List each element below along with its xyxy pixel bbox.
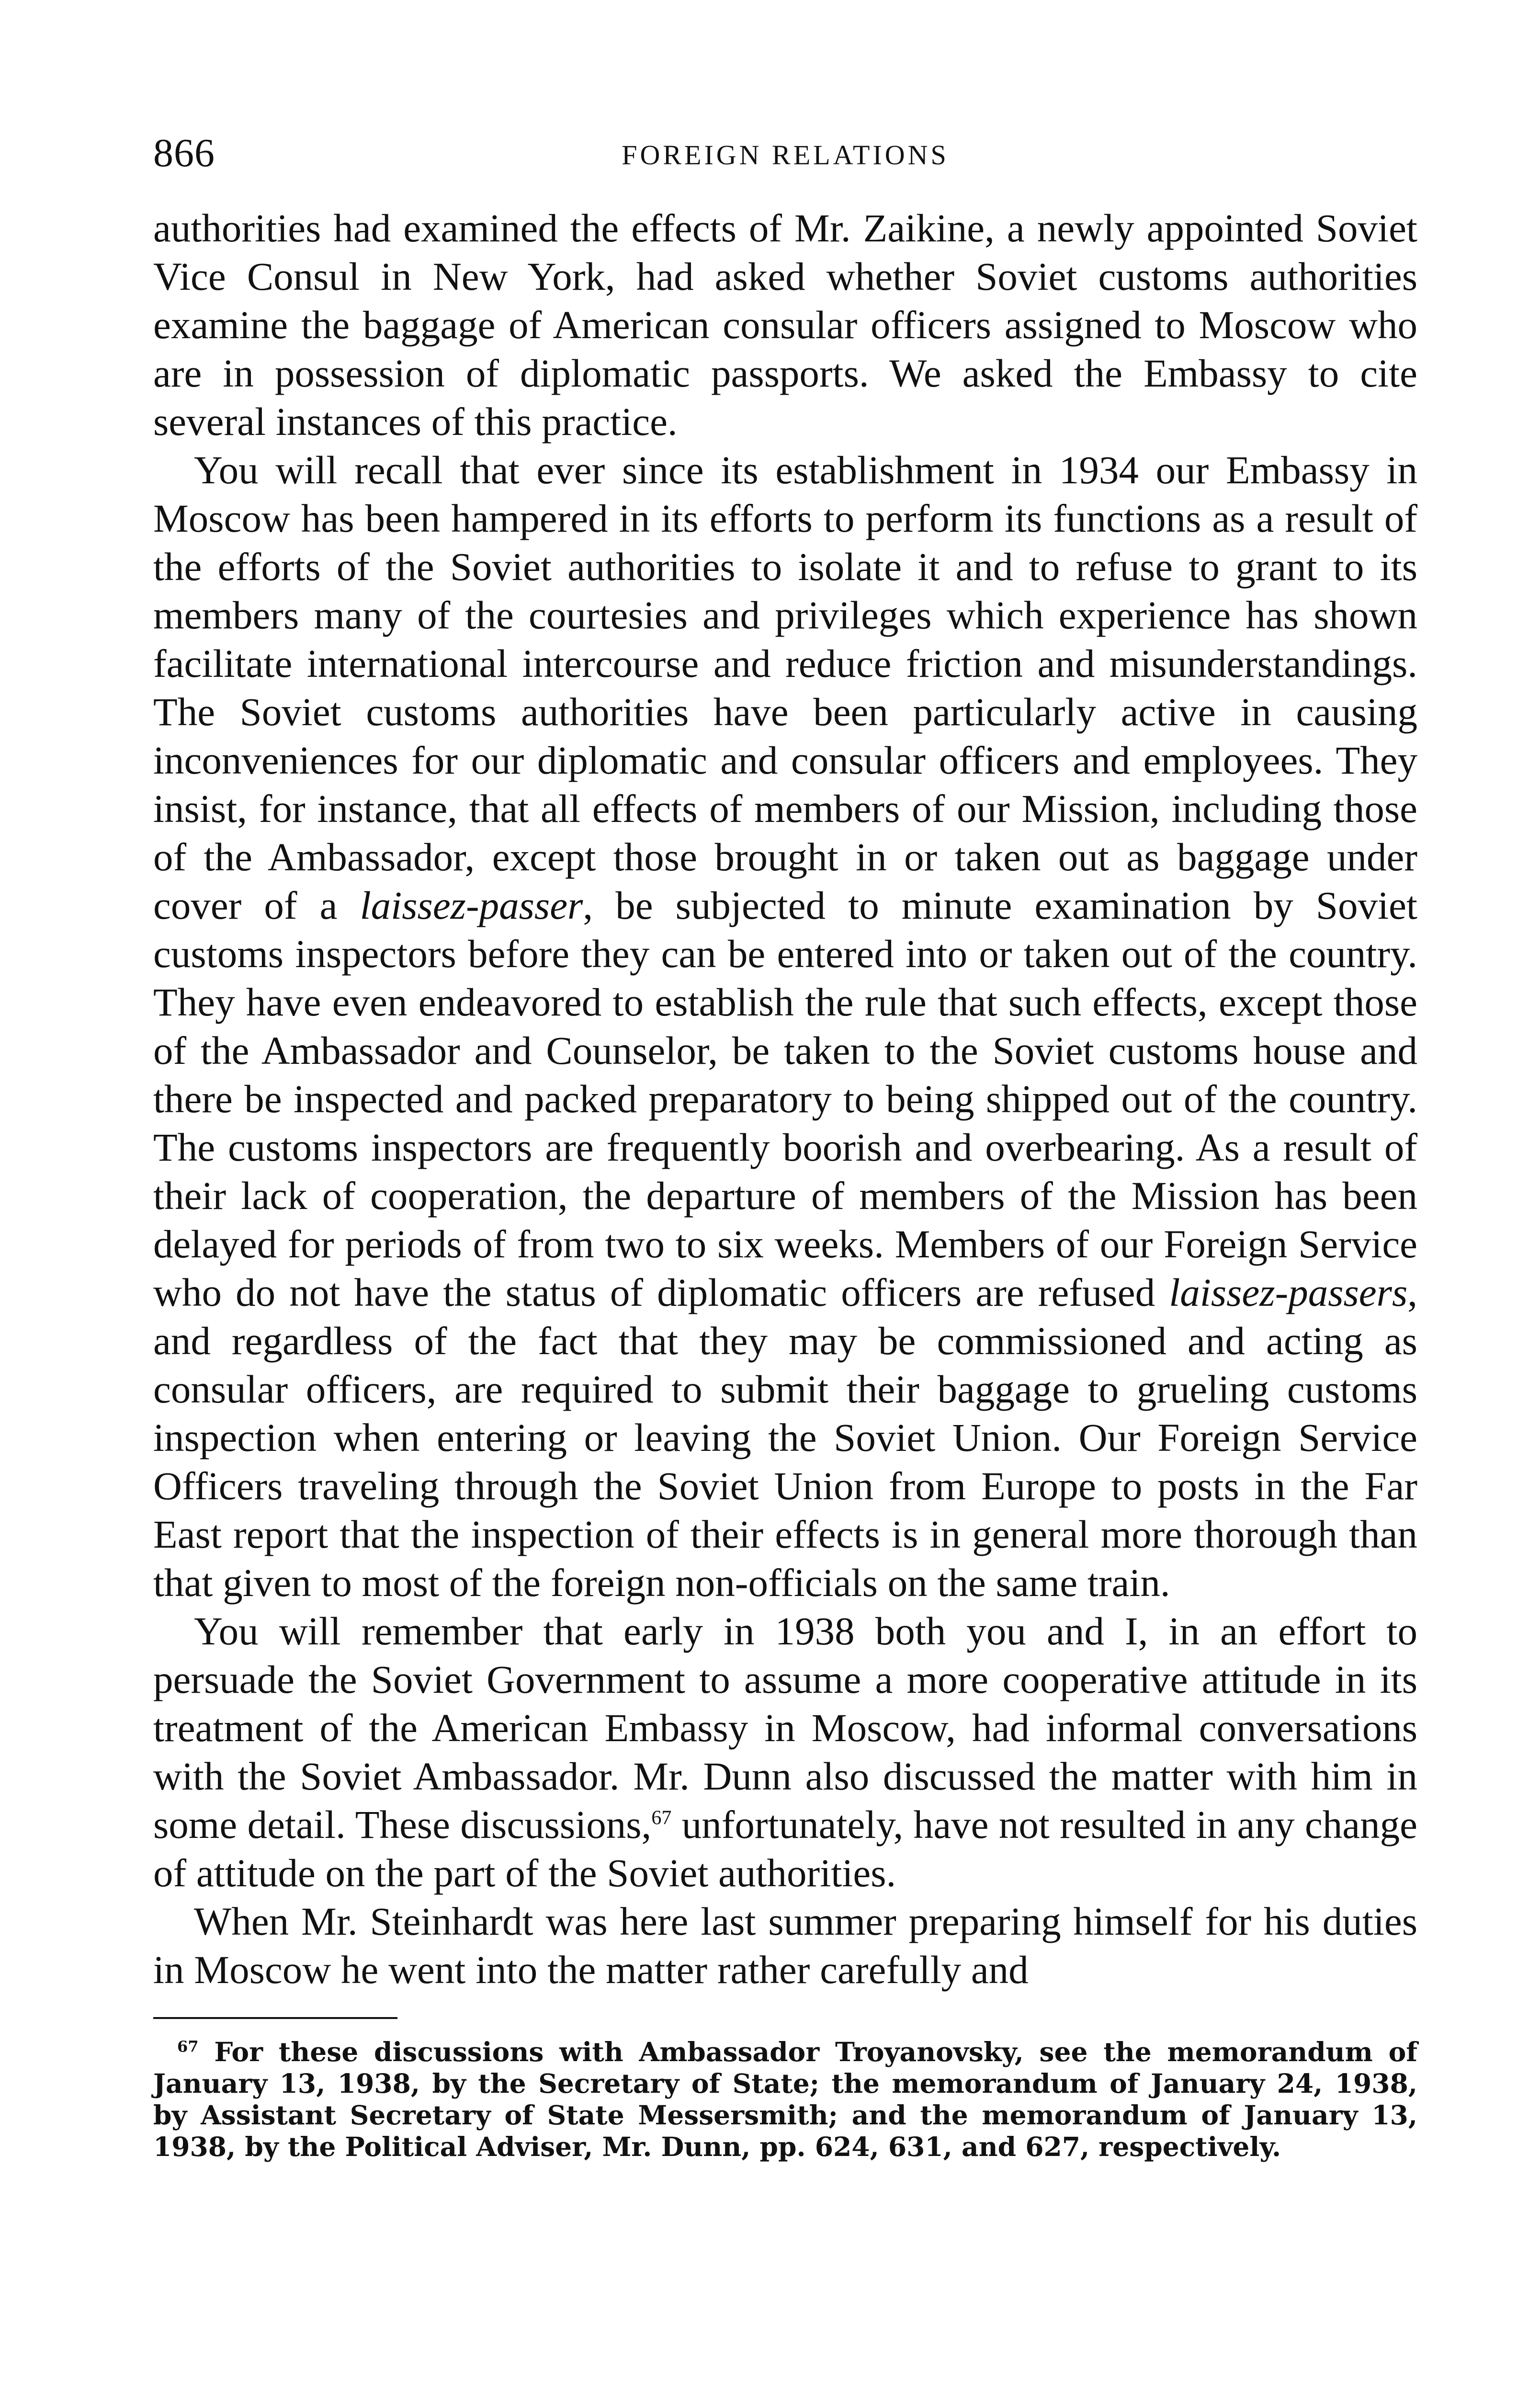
page-number: 866 <box>153 131 215 175</box>
paragraph-text: When Mr. Steinhardt was here last summer preparing himself for his duties in Moscow he went into the matter rather carefully and <box>153 1899 1417 1992</box>
paragraph-text: You will remember that early in 1938 both you and I, in an effort to persuade the Soviet Government to assume a more cooperative attitude in its treatment of the American Embassy in Moscow, had informal conversations with the Soviet Ambassador. Mr. Dunn also discussed the matter with him in some detail. These discussions, <box>153 1609 1417 1847</box>
footnote-divider <box>153 2017 397 2019</box>
paragraph-text: authorities had examined the effects of Mr. Zaikine, a newly appointed Soviet Vice Consul in New York, had asked whether Soviet customs authorities examine the baggage of American consular officers assigned to Moscow who are in possession of diplomatic passports. We asked the Embassy to cite several instances of this practice. <box>153 206 1417 444</box>
running-title: FOREIGN RELATIONS <box>622 139 949 171</box>
paragraph-customs <box>153 446 1417 1607</box>
paragraph-text: You will recall that ever since its establishment in 1934 our Embassy in Moscow has been hampered in its efforts to perform its functions as a result of the efforts of the Soviet authorities to isolate it and to refuse to grant to its members many of the courtesies and privileges which experience has shown facilitate international intercourse and reduce friction and misunderstandings. The Soviet customs authorities have been particularly active in causing inconveniences for our diplomatic and consular officers and employees. They insist, for instance, that all effects of members of our Mission, including those of the Ambassador, except those brought in or taken out as baggage under cover of a <box>153 448 1417 927</box>
running-header <box>153 129 1417 187</box>
paragraph-text: , and regardless of the fact that they may be commissioned and acting as consular officers, are required to submit their baggage to grueling customs inspection when entering or leaving the Soviet Union. Our Foreign Service Officers traveling through the Soviet Union from Europe to posts in the Far East report that the inspection of their effects is in general more thorough than that given to most of the foreign non-officials on the same train. <box>153 1270 1417 1605</box>
footnote <box>153 2036 1417 2163</box>
document-page <box>153 129 1417 2163</box>
body-text <box>153 204 1417 1994</box>
italic-term: laissez-passers <box>1169 1270 1408 1314</box>
paragraph-text: , be subjected to minute examination by Soviet customs inspectors before they can be entered into or taken out of the country. They have even endeavored to establish the rule that such effects, except those of the Ambassador and Counselor, be taken to the Soviet customs house and there be inspected and packed preparatory to being shipped out of the country. The customs inspectors are frequently boorish and overbearing. As a result of their lack of cooperation, the departure of members of the Mission has been delayed for periods of from two to six weeks. Members of our Foreign Service who do not have the status of diplomatic officers are refused <box>153 883 1417 1314</box>
footnote-marker: 67 <box>177 2037 199 2056</box>
footnote-text: For these discussions with Ambassador Troyanovsky, see the memorandum of January 13, 1938, by the Secretary of State; the memorandum of January 24, 1938, by Assistant Secretary of State Messersmith; and the memorandum of January 13, 1938, by the Political Adviser, Mr. Dunn, pp. 624, 631, and 627, respectively. <box>153 2036 1417 2162</box>
paragraph-conversations <box>153 1607 1417 1897</box>
italic-term: laissez-passer <box>360 883 583 927</box>
footnote-reference[interactable]: 67 <box>651 1807 672 1829</box>
paragraph-continued <box>153 204 1417 446</box>
paragraph-steinhardt <box>153 1897 1417 1994</box>
paragraph-text: unfortunately, have not resulted in any change of attitude on the part of the Soviet authorities. <box>153 1802 1417 1895</box>
